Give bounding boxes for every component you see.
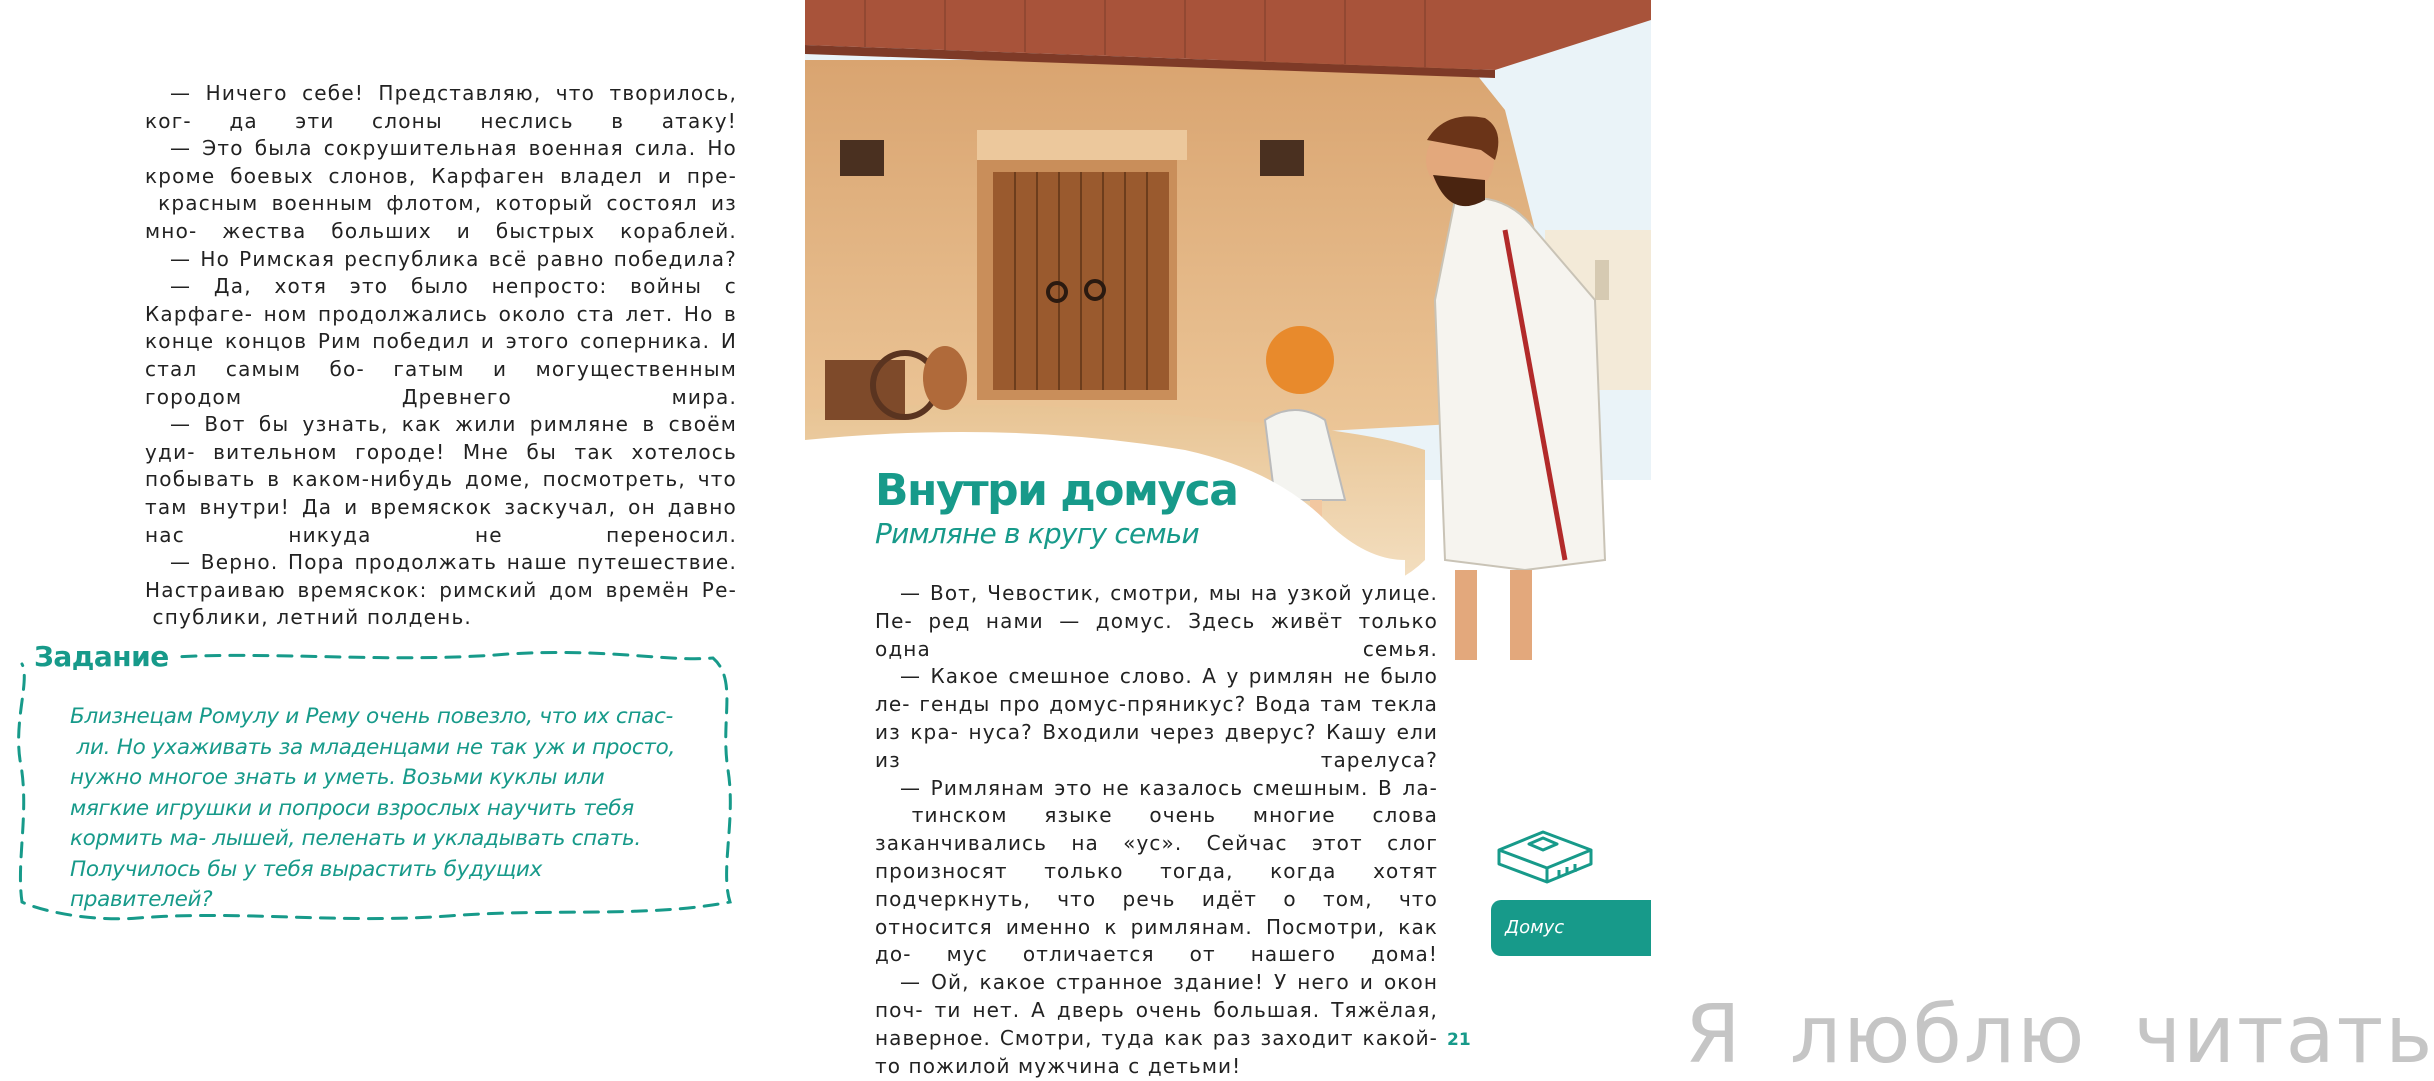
- paragraph: — Вот бы узнать, как жили римляне в своём уди- вительном городе! Мне бы так хотелось побывать в каком-нибудь доме, посмотреть, что там внутри! Да и времяскок заскучал, он давно нас никуда не переносил.: [145, 412, 737, 547]
- paragraph: — Римлянам это не казалось смешным. В ла- тинском языке очень многие слова заканчивались на «ус». Сейчас этот слог произносят только тогда, когда хотят подчеркнуть, что речь идёт о том, что относится именно к римлянам. Посмотри, как до- мус отличается от нашего дома!: [875, 775, 1438, 967]
- paragraph: — Верно. Пора продолжать наше путешествие. Настраиваю времяскок: римский дом времён Ре- спублики, летний полдень.: [145, 550, 737, 630]
- paragraph: — Ой, какое странное здание! У него и окон поч- ти нет. А дверь очень большая. Тяжёлая, наверное. Смотри, туда как раз заходит какой-то пожилой мужчина с детьми!: [875, 970, 1438, 1078]
- paragraph: — Да, хотя это было непросто: войны с Карфаге- ном продолжались около ста лет. Но в конце концов Рим победил и этого соперника. И стал самым бо- гатым и могущественным городом Древнего мира.: [145, 274, 737, 409]
- task-text: Близнецам Ромулу и Рему очень повезло, что их спас- ли. Но ухаживать за младенцами не так уж и просто, нужно многое знать и уметь. Возьми куклы или мягкие игрушки и попроси взрослых научить тебя кормить ма- лышей, пеленать и укладывать спать. Получилось бы у тебя вырастить будущих правителей?: [70, 704, 676, 912]
- topic-tab-label: Домус: [1505, 917, 1565, 938]
- section-heading: [875, 465, 1237, 551]
- task-title: Задание: [28, 640, 175, 673]
- heading-subtitle: Римляне в кругу семьи: [875, 517, 1199, 550]
- house-icon: [1495, 822, 1595, 884]
- page-number: 21: [1447, 1030, 1471, 1050]
- paragraph: — Вот, Чевостик, смотри, мы на узкой улице. Пе- ред нами — домус. Здесь живёт только одна семья.: [875, 581, 1438, 661]
- left-story-text: [145, 80, 737, 632]
- heading-title: Внутри домуса: [875, 465, 1238, 516]
- topic-tab: [1491, 900, 1651, 956]
- right-story-text: [875, 580, 1438, 1080]
- paragraph: — Это была сокрушительная военная сила. Но кроме боевых слонов, Карфаген владел и пре- красным военным флотом, который состоял из мно- жества больших и быстрых кораблей.: [145, 136, 737, 243]
- left-page: [0, 0, 805, 1080]
- right-page: [805, 0, 2434, 1081]
- watermark: Я люблю читать: [1685, 988, 2434, 1081]
- task-box: [8, 640, 746, 930]
- paragraph: — Но Римская республика всё равно победила?: [170, 246, 737, 271]
- paragraph: — Какое смешное слово. А у римлян не было ле- генды про домус-пряникус? Вода там текла из кра- нуса? Входили через дверус? Кашу ели из тарелуса?: [875, 664, 1438, 772]
- paragraph: — Ничего себе! Представляю, что творилось, ког- да эти слоны неслись в атаку!: [145, 81, 737, 133]
